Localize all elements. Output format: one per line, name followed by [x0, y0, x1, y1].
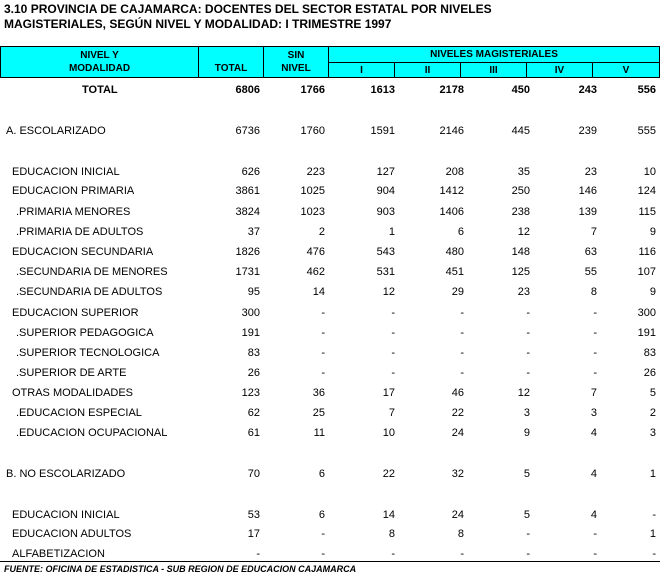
row-value: 125 [511, 266, 530, 278]
row-value: 2178 [439, 84, 464, 96]
row-value: 116 [638, 246, 656, 258]
row-value: 1613 [370, 84, 395, 96]
row-value: 14 [312, 286, 325, 298]
row-value: - [526, 528, 530, 540]
row-value: 25 [312, 407, 325, 419]
row-value: 8 [457, 528, 464, 540]
row-value: - [460, 347, 464, 359]
row-value: - [460, 327, 464, 339]
row-value: 5 [649, 387, 656, 399]
header-level-3: III [460, 62, 527, 78]
row-value: 223 [306, 166, 325, 178]
header-nivel-line1: NIVEL Y [80, 50, 119, 61]
row-value: 124 [637, 185, 656, 197]
row-value: 208 [445, 166, 464, 178]
row-value: 2146 [439, 125, 464, 137]
row-value: 1731 [235, 266, 260, 278]
header-level-2: II [394, 62, 461, 78]
row-value: 148 [511, 246, 530, 258]
bottom-rule [0, 561, 660, 562]
row-value: 123 [241, 387, 260, 399]
row-value: 9 [523, 427, 530, 439]
row-label: EDUCACION ADULTOS [12, 528, 132, 540]
row-value: 139 [578, 206, 597, 218]
row-value: 3824 [235, 206, 260, 218]
row-value: - [391, 327, 395, 339]
header-nivel-modalidad [0, 46, 199, 78]
row-value: 3 [523, 407, 530, 419]
row-value: - [321, 347, 325, 359]
row-value: 1025 [300, 185, 325, 197]
row-label: B. NO ESCOLARIZADO [6, 468, 126, 480]
row-value: 543 [376, 246, 395, 258]
row-value: 4 [590, 509, 597, 521]
row-value: 7 [590, 387, 597, 399]
row-value: 462 [306, 266, 325, 278]
row-value: 300 [637, 307, 656, 319]
row-value: 191 [241, 327, 260, 339]
row-value: 12 [382, 286, 395, 298]
row-value: 626 [241, 166, 260, 178]
row-value: - [593, 307, 597, 319]
row-value: 127 [376, 166, 395, 178]
row-value: 55 [584, 266, 597, 278]
row-value: 146 [578, 185, 597, 197]
row-value: - [256, 548, 260, 560]
row-value: 63 [584, 246, 597, 258]
row-value: 24 [451, 427, 464, 439]
row-value: 5 [523, 509, 530, 521]
row-value: 3861 [235, 185, 260, 197]
table-title-line2: MAGISTERIALES, SEGÚN NIVEL Y MODALIDAD: I TRIMESTRE 1997 [4, 17, 392, 31]
row-value: 6 [318, 468, 325, 480]
row-label: OTRAS MODALIDADES [12, 387, 134, 399]
row-label: .EDUCACION ESPECIAL [16, 407, 142, 419]
row-value: 3 [649, 427, 656, 439]
row-value: 12 [517, 226, 530, 238]
row-value: 17 [382, 387, 395, 399]
row-value: 61 [247, 427, 260, 439]
row-value: 1023 [300, 206, 325, 218]
row-value: 1591 [370, 125, 395, 137]
row-value: - [526, 347, 530, 359]
row-label: ALFABETIZACION [12, 548, 105, 560]
row-value: 22 [382, 468, 395, 480]
row-value: 1760 [300, 125, 325, 137]
row-value: 191 [637, 327, 656, 339]
row-value: - [526, 327, 530, 339]
row-value: 83 [247, 347, 260, 359]
row-value: 9 [649, 226, 656, 238]
row-value: 2 [318, 226, 325, 238]
row-value: - [460, 367, 464, 379]
row-value: 8 [590, 286, 597, 298]
header-nivel-line2: MODALIDAD [68, 63, 131, 74]
row-label: .SECUNDARIA DE ADULTOS [16, 286, 163, 298]
row-value: - [391, 307, 395, 319]
row-label: TOTAL [82, 84, 118, 96]
row-value: - [391, 548, 395, 560]
row-value: - [593, 347, 597, 359]
row-value: 904 [376, 185, 395, 197]
source-footer: FUENTE: OFICINA DE ESTADISTICA - SUB REGION DE EDUCACION CAJAMARCA [4, 564, 357, 574]
row-value: 35 [517, 166, 530, 178]
row-value: 70 [247, 468, 260, 480]
row-label: .PRIMARIA DE ADULTOS [16, 226, 144, 238]
row-value: 17 [247, 528, 260, 540]
row-value: - [321, 367, 325, 379]
row-value: - [652, 548, 656, 560]
row-value: 62 [247, 407, 260, 419]
row-value: 6806 [235, 84, 260, 96]
row-value: - [652, 509, 656, 521]
header-level-4: IV [526, 62, 593, 78]
row-value: - [526, 548, 530, 560]
row-label: EDUCACION INICIAL [12, 166, 120, 178]
row-value: 555 [637, 125, 656, 137]
row-value: 480 [445, 246, 464, 258]
header-level-1: I [328, 62, 395, 78]
header-total: TOTAL [198, 46, 264, 78]
row-value: 53 [247, 509, 260, 521]
row-value: 239 [578, 125, 597, 137]
row-value: 6736 [235, 125, 260, 137]
row-value: 1766 [300, 84, 325, 96]
row-value: - [593, 548, 597, 560]
row-value: 4 [590, 468, 597, 480]
row-value: 23 [517, 286, 530, 298]
row-value: 46 [451, 387, 464, 399]
row-label: EDUCACION INICIAL [12, 509, 120, 521]
header-niveles-magisteriales: NIVELES MAGISTERIALES [328, 46, 660, 63]
row-label: .SUPERIOR PEDAGOGICA [16, 327, 154, 339]
row-label: A. ESCOLARIZADO [6, 125, 106, 137]
row-value: - [593, 367, 597, 379]
header-sin-line2: NIVEL [281, 63, 311, 74]
row-value: 1 [388, 226, 395, 238]
row-label: .SUPERIOR TECNOLOGICA [16, 347, 160, 359]
row-label: EDUCACION SUPERIOR [12, 307, 139, 319]
header-level-5: V [592, 62, 660, 78]
header-sin-nivel [263, 46, 329, 78]
row-value: 1 [649, 528, 656, 540]
row-value: 556 [637, 84, 656, 96]
row-value: 5 [523, 468, 530, 480]
row-value: - [321, 307, 325, 319]
row-value: 22 [451, 407, 464, 419]
row-value: 300 [241, 307, 260, 319]
row-value: 6 [318, 509, 325, 521]
row-value: 26 [247, 367, 260, 379]
row-value: 10 [382, 427, 395, 439]
row-value: 3 [590, 407, 597, 419]
row-value: - [593, 528, 597, 540]
row-value: 243 [578, 84, 597, 96]
row-value: 83 [643, 347, 656, 359]
row-value: 9 [649, 286, 656, 298]
row-value: - [321, 548, 325, 560]
row-value: 476 [306, 246, 325, 258]
row-value: 23 [584, 166, 597, 178]
row-value: - [391, 347, 395, 359]
table-title-line1: 3.10 PROVINCIA DE CAJAMARCA: DOCENTES DEL SECTOR ESTATAL POR NIVELES [4, 2, 492, 16]
row-value: 1826 [235, 246, 260, 258]
row-value: 1412 [439, 185, 464, 197]
row-value: 32 [451, 468, 464, 480]
row-value: 238 [511, 206, 530, 218]
row-value: - [391, 367, 395, 379]
row-value: 7 [590, 226, 597, 238]
row-value: 2 [649, 407, 656, 419]
row-value: 115 [638, 206, 656, 218]
row-label: EDUCACION SECUNDARIA [12, 246, 154, 258]
row-value: 6 [457, 226, 464, 238]
row-value: 10 [643, 166, 656, 178]
row-value: 8 [388, 528, 395, 540]
row-value: 14 [382, 509, 395, 521]
row-value: 36 [312, 387, 325, 399]
row-value: 107 [637, 266, 656, 278]
row-value: - [526, 367, 530, 379]
row-label: .PRIMARIA MENORES [16, 206, 131, 218]
row-value: 250 [511, 185, 530, 197]
row-value: - [593, 327, 597, 339]
row-value: 531 [376, 266, 395, 278]
row-value: - [321, 327, 325, 339]
header-sin-line1: SIN [287, 50, 305, 61]
row-value: 450 [511, 84, 530, 96]
row-value: 24 [451, 509, 464, 521]
row-value: 1406 [439, 206, 464, 218]
row-value: 37 [247, 226, 260, 238]
row-value: 903 [376, 206, 395, 218]
row-value: 1 [649, 468, 656, 480]
row-value: - [526, 307, 530, 319]
row-value: 445 [511, 125, 530, 137]
row-value: 26 [643, 367, 656, 379]
table-title [4, 2, 492, 32]
row-value: 4 [590, 427, 597, 439]
row-value: 29 [451, 286, 464, 298]
row-value: 11 [313, 427, 325, 439]
row-label: .EDUCACION OCUPACIONAL [16, 427, 168, 439]
row-value: - [460, 548, 464, 560]
row-label: .SECUNDARIA DE MENORES [16, 266, 168, 278]
row-label: EDUCACION PRIMARIA [12, 185, 135, 197]
row-value: - [460, 307, 464, 319]
row-value: - [321, 528, 325, 540]
row-label: .SUPERIOR DE ARTE [16, 367, 127, 379]
row-value: 7 [388, 407, 395, 419]
row-value: 12 [517, 387, 530, 399]
row-value: 451 [445, 266, 464, 278]
row-value: 95 [247, 286, 260, 298]
